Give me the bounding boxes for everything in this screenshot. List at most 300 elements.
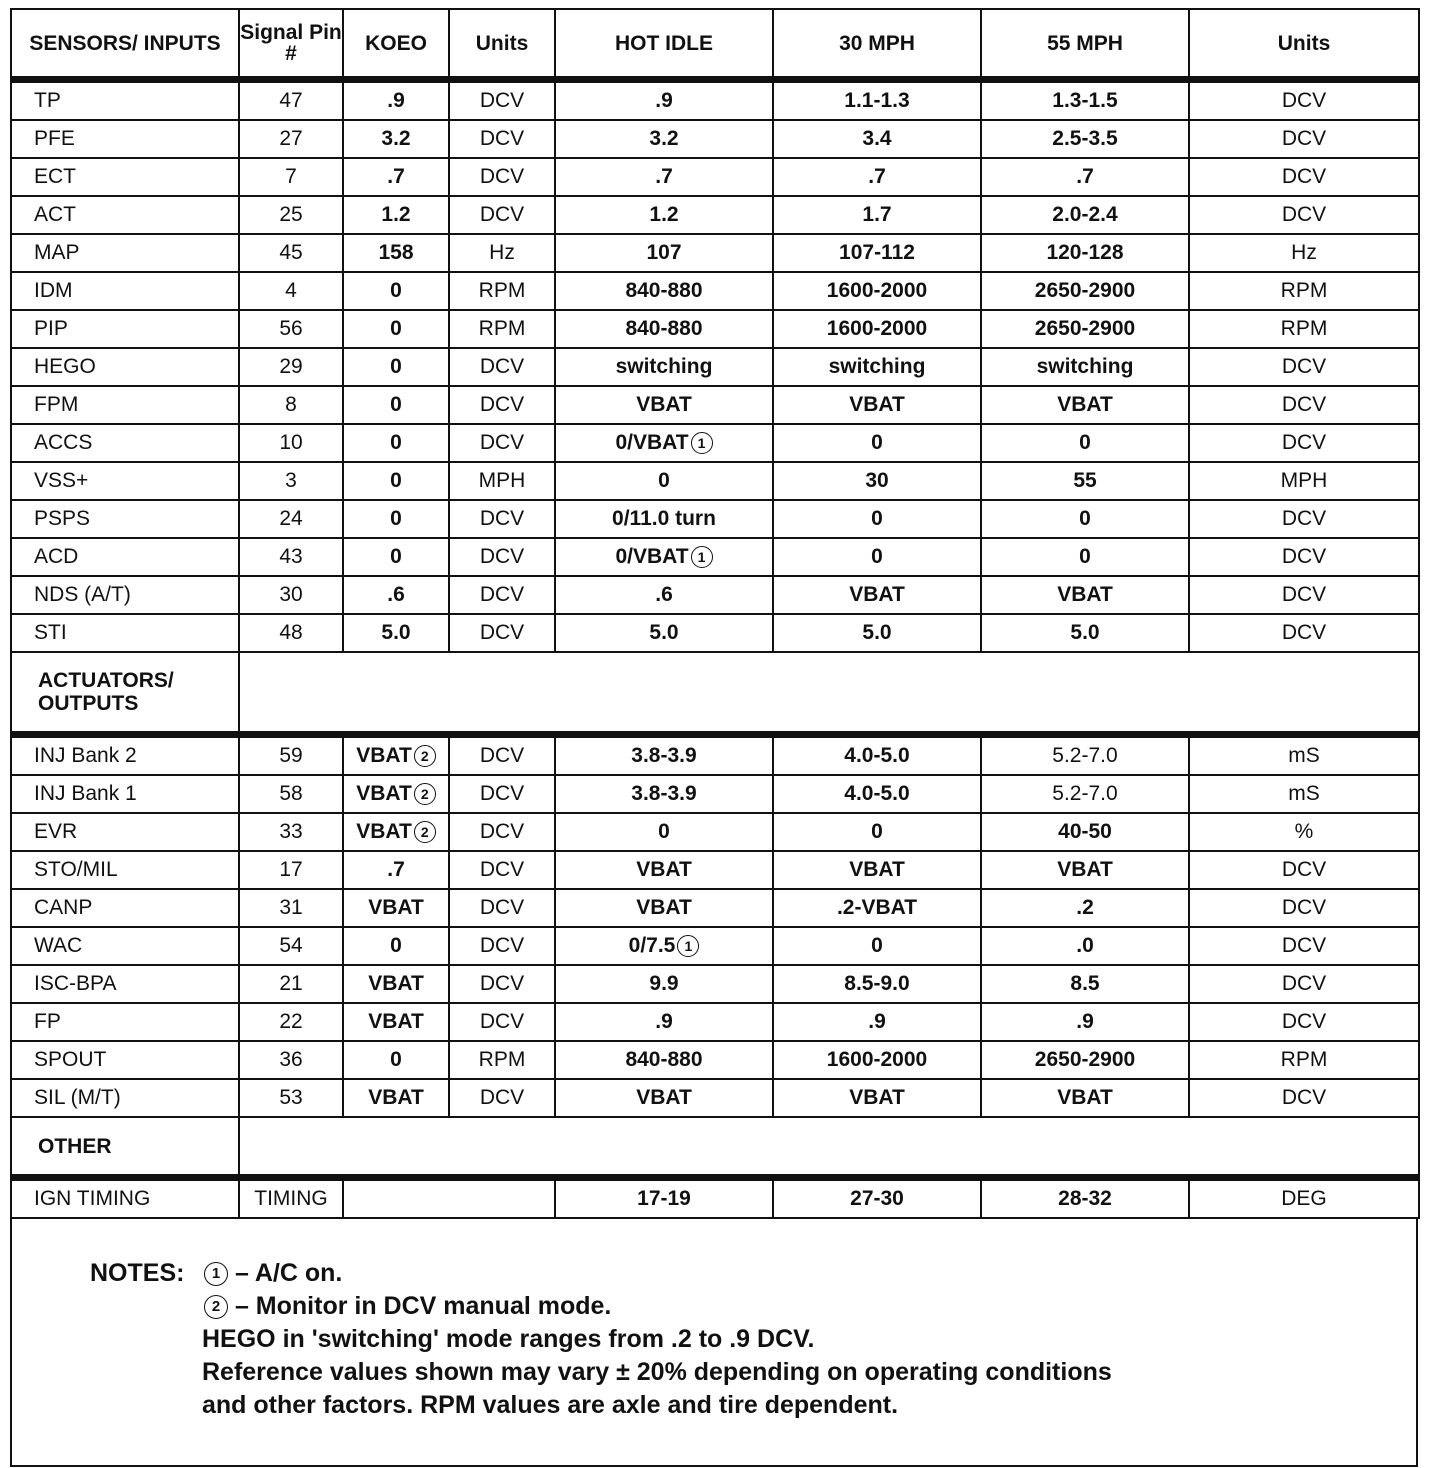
cell-value: 0 <box>871 431 883 454</box>
cell-koeo <box>343 348 449 386</box>
cell-value: VBAT <box>368 1010 424 1033</box>
notes-box <box>10 1219 1418 1467</box>
cell-value: MPH <box>478 469 526 492</box>
cell-value: DCV <box>1281 127 1327 150</box>
cell-55-mph <box>981 462 1189 500</box>
cell-units <box>449 424 555 462</box>
cell-pin <box>239 424 343 462</box>
note-1 <box>90 1257 1112 1290</box>
cell-55-mph <box>981 120 1189 158</box>
cell-value: MPH <box>1280 469 1328 492</box>
cell-value: 2.5-3.5 <box>1052 127 1118 150</box>
cell-value: VBAT <box>1057 583 1113 606</box>
table-row <box>11 80 1419 121</box>
cell-value: 33 <box>279 820 303 843</box>
cell-value: IDM <box>34 279 73 302</box>
cell-value: % <box>1294 820 1314 843</box>
cell-value: ISC-BPA <box>34 972 117 995</box>
cell-value: 0 <box>390 431 402 454</box>
cell-koeo <box>343 851 449 889</box>
cell-koeo <box>343 927 449 965</box>
cell-name <box>11 1041 239 1079</box>
cell-hot-idle <box>555 310 773 348</box>
cell-value: DCV <box>1281 1086 1327 1109</box>
table-row <box>11 813 1419 851</box>
cell-value: 0 <box>658 469 670 492</box>
cell-value: .9 <box>387 89 405 112</box>
cell-value: 3.2 <box>649 127 679 150</box>
cell-value: DCV <box>1281 393 1327 416</box>
cell-value: DCV <box>479 1086 525 1109</box>
cell-hot-idle <box>555 965 773 1003</box>
table-row <box>11 1178 1419 1219</box>
cell-value: 107 <box>646 241 682 264</box>
cell-value: DCV <box>479 431 525 454</box>
cell-pin <box>239 462 343 500</box>
cell-value: DCV <box>479 1010 525 1033</box>
cell-30-mph <box>773 120 981 158</box>
cell-value: 3.8-3.9 <box>631 782 697 805</box>
cell-value: VBAT <box>368 1086 424 1109</box>
cell-hot-idle <box>555 813 773 851</box>
cell-units <box>449 927 555 965</box>
circled-number-icon: 2 <box>204 1295 228 1319</box>
cell-koeo <box>343 80 449 121</box>
cell-value: ACT <box>34 203 76 226</box>
cell-55-mph <box>981 614 1189 652</box>
cell-55-mph <box>981 927 1189 965</box>
cell-value: ACCS <box>34 431 93 454</box>
circled-number-icon: 1 <box>204 1262 228 1286</box>
cell-value: DCV <box>1281 545 1327 568</box>
cell-value: .6 <box>655 583 673 606</box>
cell-value: 4.0-5.0 <box>844 782 910 805</box>
cell-value: INJ Bank 1 <box>34 782 137 805</box>
cell-value: 0 <box>1079 431 1091 454</box>
cell-value: 25 <box>279 203 303 226</box>
cell-value: 29 <box>279 355 303 378</box>
cell-koeo <box>343 735 449 776</box>
cell-units-2 <box>1189 1003 1419 1041</box>
cell-units-2 <box>1189 614 1419 652</box>
cell-pin <box>239 1178 343 1219</box>
table-row <box>11 851 1419 889</box>
cell-hot-idle <box>555 80 773 121</box>
cell-value: 27-30 <box>850 1187 904 1210</box>
cell-30-mph <box>773 1003 981 1041</box>
cell-value: 0 <box>390 507 402 530</box>
cell-value: 2650-2900 <box>1034 279 1136 302</box>
cell-value: DCV <box>1281 896 1327 919</box>
cell-value: .0 <box>1076 934 1094 957</box>
cell-55-mph <box>981 813 1189 851</box>
circled-number-icon: 2 <box>414 821 436 843</box>
cell-hot-idle <box>555 1041 773 1079</box>
cell-name <box>11 500 239 538</box>
cell-value: 0 <box>390 1048 402 1071</box>
cell-value: DCV <box>479 355 525 378</box>
cell-55-mph <box>981 424 1189 462</box>
cell-30-mph <box>773 889 981 927</box>
cell-koeo <box>343 1079 449 1117</box>
cell-value: 120-128 <box>1046 241 1124 264</box>
cell-units-2 <box>1189 1079 1419 1117</box>
cell-value: PSPS <box>34 507 91 530</box>
cell-koeo <box>343 576 449 614</box>
cell-units-2 <box>1189 576 1419 614</box>
cell-30-mph <box>773 576 981 614</box>
cell-pin <box>239 889 343 927</box>
cell-units <box>449 310 555 348</box>
cell-units-2 <box>1189 272 1419 310</box>
cell-name <box>11 775 239 813</box>
cell-value: VBAT <box>849 583 905 606</box>
cell-value: VBAT <box>849 393 905 416</box>
cell-units-2 <box>1189 80 1419 121</box>
cell-units-2 <box>1189 120 1419 158</box>
cell-value: TIMING <box>254 1187 328 1210</box>
cell-value: 107-112 <box>839 241 915 264</box>
table-row <box>11 538 1419 576</box>
cell-value: DCV <box>1281 355 1327 378</box>
cell-value: RPM <box>478 1048 526 1071</box>
cell-value: 24 <box>279 507 303 530</box>
cell-55-mph <box>981 1178 1189 1219</box>
header-signal-pin: Signal Pin # <box>239 9 343 80</box>
cell-koeo <box>343 120 449 158</box>
other-section-header <box>11 1117 1419 1178</box>
cell-units <box>449 965 555 1003</box>
actuators-section-header <box>11 652 1419 735</box>
cell-value: Hz <box>489 241 515 264</box>
cell-value: mS <box>1288 782 1320 805</box>
cell-value: 5.0 <box>1070 621 1100 644</box>
cell-value: 0 <box>658 820 670 843</box>
cell-value: 3.4 <box>862 127 892 150</box>
cell-units-2 <box>1189 386 1419 424</box>
cell-pin <box>239 158 343 196</box>
cell-30-mph <box>773 80 981 121</box>
table-row <box>11 234 1419 272</box>
cell-30-mph <box>773 927 981 965</box>
cell-units-2 <box>1189 1041 1419 1079</box>
cell-value: PFE <box>34 127 75 150</box>
cell-name <box>11 348 239 386</box>
cell-units-2 <box>1189 851 1419 889</box>
cell-value: 17 <box>279 858 303 881</box>
cell-value: DCV <box>1281 1010 1327 1033</box>
cell-value: .7 <box>387 165 405 188</box>
table-row <box>11 775 1419 813</box>
cell-value: 0 <box>390 469 402 492</box>
cell-pin <box>239 851 343 889</box>
header-hot-idle: HOT IDLE <box>555 9 773 80</box>
cell-value: RPM <box>1280 279 1328 302</box>
cell-value: RPM <box>1280 1048 1328 1071</box>
cell-value: MAP <box>34 241 80 264</box>
cell-value: 5.2-7.0 <box>1052 744 1118 767</box>
cell-55-mph <box>981 500 1189 538</box>
cell-55-mph <box>981 158 1189 196</box>
cell-koeo <box>343 272 449 310</box>
cell-value: 840-880 <box>625 279 703 302</box>
cell-value: WAC <box>34 934 83 957</box>
cell-value: 5.0 <box>649 621 679 644</box>
section-label-actuators: ACTUATORS/ OUTPUTS <box>11 652 239 735</box>
cell-units-2 <box>1189 234 1419 272</box>
cell-units <box>449 462 555 500</box>
cell-value: 4 <box>285 279 297 302</box>
cell-value: 28-32 <box>1058 1187 1112 1210</box>
cell-value: 1.2 <box>381 203 411 226</box>
cell-value: 9.9 <box>649 972 679 995</box>
cell-units-2 <box>1189 1178 1419 1219</box>
cell-koeo <box>343 813 449 851</box>
cell-value: .9 <box>868 1010 886 1033</box>
cell-value: 0/11.0 turn <box>612 507 716 530</box>
table-row <box>11 158 1419 196</box>
cell-value: VBAT <box>1057 393 1113 416</box>
cell-value: mS <box>1288 744 1320 767</box>
cell-value: 10 <box>279 431 303 454</box>
cell-value: CANP <box>34 896 93 919</box>
cell-value: DCV <box>479 858 525 881</box>
cell-value: DCV <box>479 896 525 919</box>
cell-value: 0 <box>871 934 883 957</box>
reference-values-table <box>10 8 1420 1219</box>
table-row <box>11 735 1419 776</box>
cell-hot-idle <box>555 775 773 813</box>
cell-koeo <box>343 234 449 272</box>
cell-name <box>11 310 239 348</box>
cell-value: DCV <box>479 203 525 226</box>
cell-value: DCV <box>479 621 525 644</box>
note-2-text: – Monitor in DCV manual mode. <box>234 1292 612 1320</box>
note-hego: HEGO in 'switching' mode ranges from .2 to .9 DCV. <box>202 1325 815 1353</box>
circled-number-icon: 1 <box>691 546 713 568</box>
circled-number-icon: 2 <box>414 783 436 805</box>
cell-30-mph <box>773 462 981 500</box>
cell-value: 0 <box>871 507 883 530</box>
cell-55-mph <box>981 775 1189 813</box>
cell-30-mph <box>773 735 981 776</box>
cell-value: HEGO <box>34 355 96 378</box>
header-row <box>11 9 1419 80</box>
cell-value: 0 <box>390 545 402 568</box>
cell-value: switching <box>615 355 713 378</box>
cell-units <box>449 500 555 538</box>
cell-value: 36 <box>279 1048 303 1071</box>
cell-value: switching <box>1036 355 1134 378</box>
cell-pin <box>239 1041 343 1079</box>
cell-value: VSS+ <box>34 469 89 492</box>
cell-value: VBAT <box>636 858 692 881</box>
cell-name <box>11 234 239 272</box>
header-55-mph: 55 MPH <box>981 9 1189 80</box>
cell-55-mph <box>981 889 1189 927</box>
cell-hot-idle <box>555 927 773 965</box>
cell-hot-idle <box>555 889 773 927</box>
cell-value: VBAT <box>849 1086 905 1109</box>
cell-value: 1600-2000 <box>826 279 928 302</box>
cell-value: 4.0-5.0 <box>844 744 910 767</box>
cell-value: 27 <box>279 127 303 150</box>
cell-units-2 <box>1189 348 1419 386</box>
table-row <box>11 120 1419 158</box>
cell-value: ECT <box>34 165 76 188</box>
cell-hot-idle <box>555 538 773 576</box>
table-row <box>11 386 1419 424</box>
cell-value: EVR <box>34 820 78 843</box>
table-row <box>11 272 1419 310</box>
cell-value: 31 <box>279 896 303 919</box>
cell-hot-idle <box>555 424 773 462</box>
cell-value: DCV <box>1281 621 1327 644</box>
cell-koeo <box>343 424 449 462</box>
cell-value: DCV <box>479 972 525 995</box>
cell-value: ACD <box>34 545 79 568</box>
cell-value: DCV <box>479 393 525 416</box>
cell-30-mph <box>773 775 981 813</box>
cell-name <box>11 614 239 652</box>
cell-30-mph <box>773 965 981 1003</box>
cell-value: DCV <box>479 507 525 530</box>
cell-value: DCV <box>479 782 525 805</box>
cell-value: 0/7.5 <box>628 934 676 957</box>
cell-pin <box>239 614 343 652</box>
cell-units <box>449 1003 555 1041</box>
cell-value: 30 <box>279 583 303 606</box>
cell-value: DCV <box>479 583 525 606</box>
cell-value: DCV <box>479 744 525 767</box>
cell-hot-idle <box>555 234 773 272</box>
cell-55-mph <box>981 851 1189 889</box>
cell-pin <box>239 310 343 348</box>
cell-units-2 <box>1189 196 1419 234</box>
cell-value: 840-880 <box>625 317 703 340</box>
cell-pin <box>239 538 343 576</box>
outputs-section <box>11 735 1419 1118</box>
cell-name <box>11 1178 239 1219</box>
cell-value: 1600-2000 <box>826 1048 928 1071</box>
cell-value: 3.2 <box>381 127 411 150</box>
table-row <box>11 576 1419 614</box>
cell-value: 3 <box>285 469 297 492</box>
note-1-text: – A/C on. <box>234 1259 343 1287</box>
cell-value: .9 <box>1076 1010 1094 1033</box>
cell-hot-idle <box>555 576 773 614</box>
cell-koeo <box>343 1041 449 1079</box>
cell-55-mph <box>981 234 1189 272</box>
cell-30-mph <box>773 196 981 234</box>
cell-value: FP <box>34 1010 61 1033</box>
cell-value: 5.0 <box>381 621 411 644</box>
cell-hot-idle <box>555 1178 773 1219</box>
table-row <box>11 424 1419 462</box>
cell-value: IGN TIMING <box>34 1187 151 1210</box>
cell-value: VBAT <box>636 896 692 919</box>
cell-value: DCV <box>1281 165 1327 188</box>
cell-name <box>11 272 239 310</box>
note-2 <box>90 1290 1112 1323</box>
cell-units <box>449 1041 555 1079</box>
cell-value: 1.3-1.5 <box>1052 89 1118 112</box>
cell-units <box>449 196 555 234</box>
note-reference-2: and other factors. RPM values are axle and tire dependent. <box>202 1391 899 1419</box>
table-row <box>11 348 1419 386</box>
cell-value: 30 <box>865 469 889 492</box>
cell-value: 43 <box>279 545 303 568</box>
cell-value: VBAT <box>356 744 412 767</box>
cell-30-mph <box>773 272 981 310</box>
cell-value: INJ Bank 2 <box>34 744 137 767</box>
cell-units <box>449 1079 555 1117</box>
cell-pin <box>239 234 343 272</box>
cell-30-mph <box>773 851 981 889</box>
cell-value: TP <box>34 89 61 112</box>
cell-value: VBAT <box>368 896 424 919</box>
cell-units-2 <box>1189 462 1419 500</box>
cell-value: DCV <box>479 165 525 188</box>
cell-55-mph <box>981 272 1189 310</box>
section-blank <box>239 652 1419 735</box>
cell-value: DCV <box>1281 583 1327 606</box>
cell-pin <box>239 576 343 614</box>
cell-koeo <box>343 889 449 927</box>
cell-value: 21 <box>279 972 303 995</box>
cell-koeo <box>343 775 449 813</box>
cell-units-2 <box>1189 813 1419 851</box>
cell-koeo <box>343 310 449 348</box>
cell-30-mph <box>773 813 981 851</box>
cell-pin <box>239 1003 343 1041</box>
cell-value: DEG <box>1281 1187 1327 1210</box>
cell-units-2 <box>1189 775 1419 813</box>
cell-value: 0 <box>1079 545 1091 568</box>
cell-value: 58 <box>279 782 303 805</box>
cell-name <box>11 576 239 614</box>
cell-units <box>449 614 555 652</box>
cell-hot-idle <box>555 272 773 310</box>
cell-value: .6 <box>387 583 405 606</box>
cell-value: VBAT <box>1057 858 1113 881</box>
header-koeo: KOEO <box>343 9 449 80</box>
cell-55-mph <box>981 80 1189 121</box>
cell-value: RPM <box>478 279 526 302</box>
cell-koeo <box>343 1003 449 1041</box>
table-row <box>11 889 1419 927</box>
cell-name <box>11 80 239 121</box>
header-30-mph: 30 MPH <box>773 9 981 80</box>
cell-pin <box>239 813 343 851</box>
cell-55-mph <box>981 196 1189 234</box>
cell-value: 5.0 <box>862 621 892 644</box>
cell-30-mph <box>773 348 981 386</box>
cell-value: 0 <box>390 934 402 957</box>
cell-value: .9 <box>655 89 673 112</box>
table-row <box>11 927 1419 965</box>
cell-koeo <box>343 462 449 500</box>
cell-value: .2-VBAT <box>836 896 918 919</box>
cell-koeo <box>343 614 449 652</box>
cell-name <box>11 424 239 462</box>
header-units-2: Units <box>1189 9 1419 80</box>
cell-name <box>11 965 239 1003</box>
circled-number-icon: 1 <box>691 432 713 454</box>
cell-value: 1.1-1.3 <box>844 89 910 112</box>
cell-pin <box>239 1079 343 1117</box>
cell-value: VBAT <box>849 858 905 881</box>
